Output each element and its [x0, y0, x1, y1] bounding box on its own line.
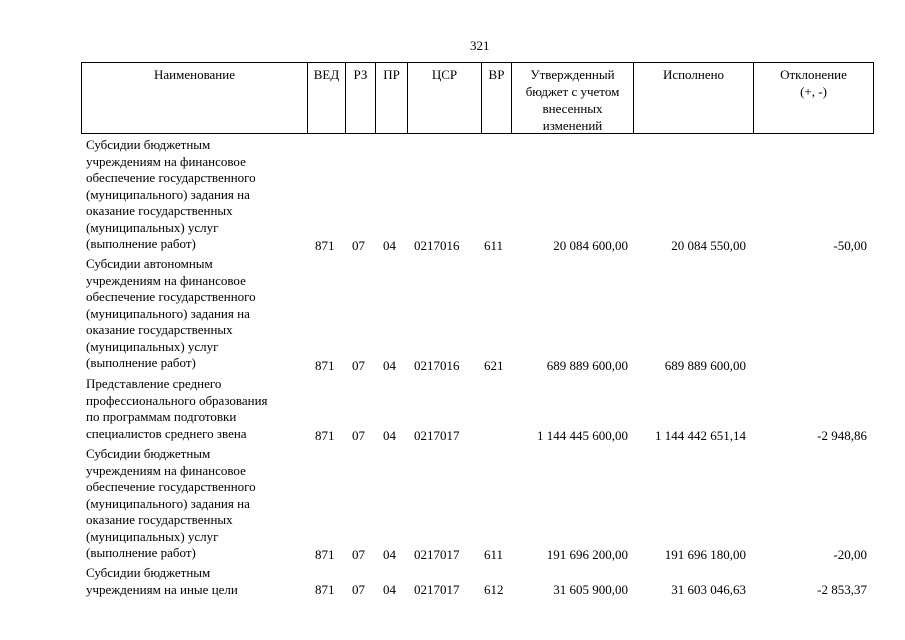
header-approved	[512, 63, 634, 133]
cell-ved: 871	[315, 238, 335, 253]
name-line: (муниципальных) услуг	[86, 219, 219, 235]
table-row-name	[86, 376, 306, 442]
cell-vr: 612	[484, 582, 504, 597]
cell-rz: 07	[352, 428, 365, 443]
cell-rz: 07	[352, 358, 365, 373]
cell-executed: 1 144 442 651,14	[655, 428, 746, 443]
name-line: профессионального образования	[86, 392, 268, 408]
header-executed	[634, 63, 754, 133]
cell-ved: 871	[315, 547, 335, 562]
name-line: (муниципальных) услуг	[86, 338, 219, 354]
name-line: обеспечение государственного	[86, 170, 256, 185]
header-vr-text: ВР	[488, 67, 505, 82]
name-line: (выполнение работ)	[86, 355, 196, 370]
header-vr	[482, 63, 512, 133]
cell-approved: 31 605 900,00	[553, 582, 628, 597]
header-approved-line: бюджет с учетом	[525, 84, 620, 99]
cell-approved: 1 144 445 600,00	[537, 428, 628, 443]
table-header	[81, 62, 874, 134]
cell-ved: 871	[315, 582, 335, 597]
cell-executed: 191 696 180,00	[664, 547, 746, 562]
header-rz-text: РЗ	[353, 67, 368, 82]
name-line: Субсидии бюджетным	[86, 565, 211, 580]
name-line: (выполнение работ)	[86, 545, 196, 560]
name-line: (выполнение работ)	[86, 236, 196, 251]
header-deviation-line: (+, -)	[800, 84, 827, 99]
header-csr-text: ЦСР	[431, 67, 458, 82]
header-csr	[408, 63, 482, 133]
header-executed-text: Исполнено	[662, 67, 725, 82]
cell-deviation: -50,00	[833, 238, 867, 253]
name-line: учреждениям на финансовое	[86, 153, 246, 169]
header-approved-line: Утвержденный	[530, 67, 615, 82]
name-line: обеспечение государственного	[86, 479, 256, 494]
cell-rz: 07	[352, 547, 365, 562]
header-approved-line: изменений	[542, 118, 603, 133]
cell-vr: 611	[484, 547, 504, 562]
cell-vr: 621	[484, 358, 504, 373]
name-line: оказание государственных	[86, 203, 233, 218]
name-line: (муниципального) задания на	[86, 186, 250, 202]
header-pr	[376, 63, 408, 133]
cell-executed: 20 084 550,00	[671, 238, 746, 253]
header-deviation-line: Отклонение	[780, 67, 847, 82]
name-line: Субсидии бюджетным	[86, 446, 211, 461]
name-line: Представление среднего	[86, 376, 222, 391]
name-line: (муниципального) задания на	[86, 495, 250, 511]
header-deviation	[754, 63, 873, 133]
name-line: Субсидии автономным	[86, 256, 213, 271]
page-number: 321	[470, 38, 490, 53]
name-line: обеспечение государственного	[86, 289, 256, 304]
cell-executed: 689 889 600,00	[664, 358, 746, 373]
name-line: специалистов среднего звена	[86, 425, 247, 441]
cell-ved: 871	[315, 428, 335, 443]
name-line: (муниципальных) услуг	[86, 528, 219, 544]
name-line: учреждениям на финансовое	[86, 462, 246, 478]
name-line: по программам подготовки	[86, 409, 237, 424]
cell-pr: 04	[383, 428, 396, 443]
header-ved	[308, 63, 346, 133]
cell-ved: 871	[315, 358, 335, 373]
cell-deviation: -2 948,86	[817, 428, 867, 443]
header-rz	[346, 63, 376, 133]
cell-pr: 04	[383, 547, 396, 562]
name-line: учреждениям на финансовое	[86, 272, 246, 288]
cell-approved: 191 696 200,00	[546, 547, 628, 562]
cell-rz: 07	[352, 582, 365, 597]
header-ved-text: ВЕД	[313, 67, 340, 82]
cell-pr: 04	[383, 582, 396, 597]
cell-approved: 689 889 600,00	[546, 358, 628, 373]
table-row-name	[86, 565, 306, 598]
cell-executed: 31 603 046,63	[671, 582, 746, 597]
name-line: оказание государственных	[86, 322, 233, 337]
cell-csr: 0217017	[414, 582, 460, 597]
name-line: учреждениям на иные цели	[86, 581, 238, 597]
cell-csr: 0217016	[414, 238, 460, 253]
cell-pr: 04	[383, 358, 396, 373]
cell-vr: 611	[484, 238, 504, 253]
cell-csr: 0217017	[414, 428, 460, 443]
cell-approved: 20 084 600,00	[553, 238, 628, 253]
table-row-name	[86, 137, 306, 253]
cell-deviation: -2 853,37	[817, 582, 867, 597]
header-pr-text: ПР	[383, 67, 400, 82]
header-name	[82, 63, 308, 133]
name-line: оказание государственных	[86, 512, 233, 527]
cell-deviation: -20,00	[833, 547, 867, 562]
name-line: Субсидии бюджетным	[86, 137, 211, 152]
table-row-name	[86, 256, 306, 372]
cell-csr: 0217017	[414, 547, 460, 562]
header-approved-line: внесенных	[542, 101, 603, 116]
cell-csr: 0217016	[414, 358, 460, 373]
table-row-name	[86, 446, 306, 562]
header-name-text: Наименование	[154, 67, 235, 82]
name-line: (муниципального) задания на	[86, 305, 250, 321]
cell-rz: 07	[352, 238, 365, 253]
cell-pr: 04	[383, 238, 396, 253]
